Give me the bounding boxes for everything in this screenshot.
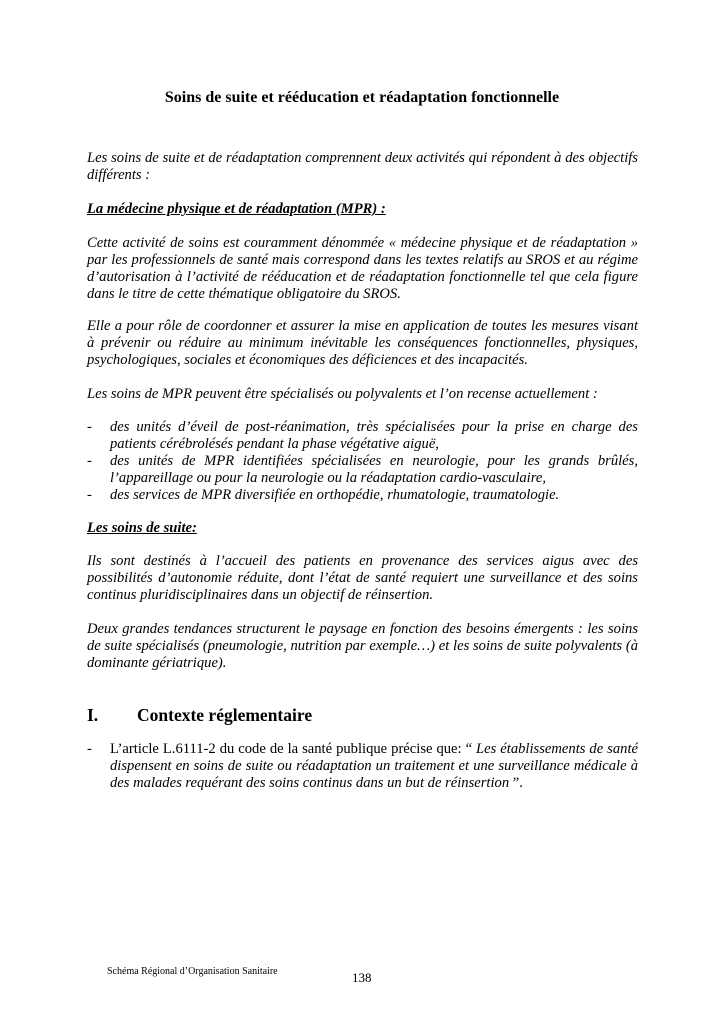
list-dash: - — [87, 453, 92, 469]
list-item-text: des services de MPR diversifiée en orthopédie, rhumatologie, traumatologie. — [110, 487, 560, 503]
mpr-heading-text: La médecine physique et de réadaptation (MPR) : — [87, 201, 386, 217]
page-title: Soins de suite et rééducation et réadaptation fonctionnelle — [164, 89, 560, 106]
list-item-text: des unités d’éveil de post-réanimation, très spécialisées pour la prise en charge des patients cérébrolésés pendant la phase végétative aiguë, — [110, 419, 638, 452]
list-item-text: des unités de MPR identifiées spécialisées en neurologie, pour les grands brûlés, l’appareillage ou pour la neurologie ou la réadaptation cardio-vasculaire, — [110, 453, 638, 486]
list-item — [87, 419, 638, 453]
suite-heading-text: Les soins de suite: — [87, 520, 197, 536]
list-item — [87, 741, 638, 792]
mpr-paragraph-2: Elle a pour rôle de coordonner et assurer la mise en application de toutes les mesures visant à prévenir ou réduire au minimum inévitable les conséquences fonctionnelles, physiques, psychologiques, sociales et économiques des déficiences et des incapacités. — [87, 318, 638, 368]
page-number: 138 — [352, 970, 372, 985]
section-title: Contexte réglementaire — [137, 705, 313, 725]
suite-heading — [87, 520, 638, 537]
list-dash: - — [87, 487, 92, 503]
article-lead: L’article L.6111-2 du code de la santé publique précise que: “ — [110, 741, 477, 757]
list-item — [87, 487, 638, 504]
article-list — [87, 741, 638, 792]
list-dash: - — [87, 419, 92, 435]
section-number: I. — [87, 705, 99, 725]
footer-text: Schéma Régional d’Organisation Sanitaire — [107, 966, 278, 977]
suite-paragraph-2: Deux grandes tendances structurent le paysage en fonction des besoins émergents : les soins de suite spécialisés (pneumologie, nutrition par exemple…) et les soins de suite polyvalents (à dominante gériatrique). — [87, 621, 638, 671]
mpr-list — [87, 419, 638, 504]
article-quote: Les établissements de santé dispensent en soins de suite ou réadaptation un traitement et une surveillance médicale à des malades requérant des soins continus dans un but de réinsertion — [110, 741, 638, 791]
list-dash: - — [87, 741, 92, 757]
mpr-paragraph-3: Les soins de MPR peuvent être spécialisés ou polyvalents et l’on recense actuellement : — [87, 386, 598, 402]
mpr-heading — [87, 201, 638, 218]
intro-paragraph: Les soins de suite et de réadaptation comprennent deux activités qui répondent à des objectifs différents : — [87, 150, 638, 183]
suite-paragraph-1: Ils sont destinés à l’accueil des patients en provenance des services aigus avec des possibilités d’autonomie réduite, dont l’état de santé requiert une surveillance et des soins continus pluridisciplinaires dans un objectif de réinsertion. — [87, 553, 638, 603]
list-item — [87, 453, 638, 487]
section-heading — [87, 705, 312, 726]
mpr-paragraph-1: Cette activité de soins est couramment dénommée « médecine physique et de réadaptation » par les professionnels de santé mais correspond dans les textes relatifs au SROS et au régime d’autorisation à l’activité de rééducation et de réadaptation fonctionnelle tel que cela figure dans le titre de cette thématique obligatoire du SROS. — [87, 235, 638, 302]
article-end: ”. — [509, 775, 523, 791]
